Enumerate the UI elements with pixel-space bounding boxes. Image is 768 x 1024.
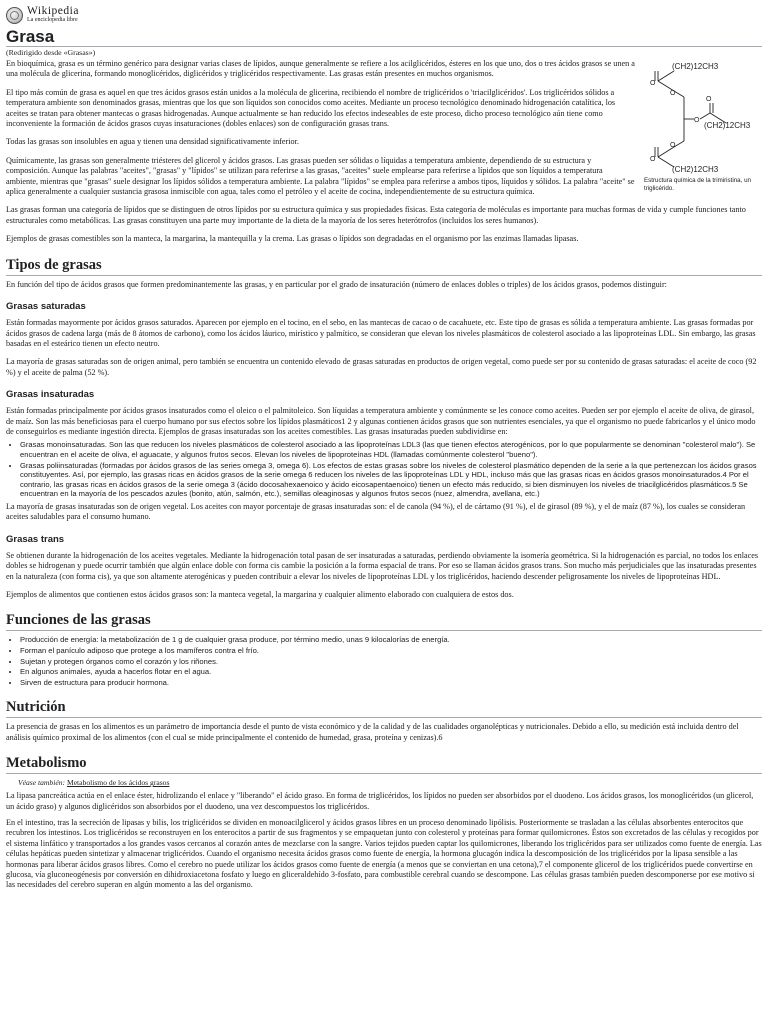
acyl-chain-label-3: (CH2)12CH3 (672, 165, 719, 174)
tipos-intro: En función del tipo de ácidos grasos que formen predominantemente las grasas, y en particular por el grado de insaturación (número de enlaces dobles o triples) de los ácidos grasos, podemos distinguir: (6, 279, 667, 289)
subsection-heading-insaturadas: Grasas insaturadas (6, 389, 95, 401)
list-item: • Producción de energía: la metabolización de 1 g de cualquier grasa produce, por término medio, unas 9 kilocalorías de energía. (20, 635, 762, 645)
saturadas-paragraph-2: La mayoría de grasas saturadas son de origen animal, pero también se encuentra un contenido elevado de grasas saturadas en productos de origen vegetal, como puede ser por su contenido de grasas saturadas: el aceite de coco (92 %) y el aceite de palma (52 %). (6, 357, 757, 377)
insaturadas-list (6, 440, 762, 499)
saturadas-paragraph-1: Están formadas mayormente por ácidos grasos saturados. Aparecen por ejemplo en el tocino, en el sebo, en las mantecas de cacao o de cacahuete, etc. Este tipo de grasas es sólida a temperatura ambiente. Las grasas formadas por ácidos grasos de cadena larga (más de 8 átomos de carbono), como los ácidos láurico, mirístico y palmítico, se consideran que elevan los niveles plasmáticos de colesterol asociado a las lipoproteínas LDL. Sin embargo, las grasas basadas en el esteárico tienen un efecto neutro. (6, 318, 756, 348)
metabolismo-paragraph-2: En el intestino, tras la secreción de lipasas y bilis, los triglicéridos se dividen en monoacilglicerol y ácidos grasos libres en un proceso denominado lipólisis. Posteriormente se trasladan a las células absorbentes enterocitos que recubren los intestinos. Los triglicéridos se reconstruyen en los enterocitos a partir de sus fragmentos y se empaquetan junto con colesterol y proteínas para formar quilomicrones. Éstos son excretados de las células y recogidos por el sistema linfático y transportados a los grandes vasos cercanos al corazón antes de mezclarse con la sangre. Varios tejidos pueden captar los quilomicrones, liberando los triglicéridos para ser utilizados como fuente de energía. Las células hepáticas pueden sintetizar y almacenar triglicéridos. Cuando el organismo necesita ácidos grasos como fuente de energía, la hormona glucagón indica la descomposición de los triglicéridos por la lipasa sensible a las hormonas para liberar ácidos grasos libres. Como el cerebro no puede utilizar los ácidos grasos como fuente de energía (a menos que se conviertan en una cetona),7 el componente glicerol de los triglicéridos puede convertirse en glucosa, vía gluconeogénesis por conversión en dihidroxiacetona fosfato y luego en gliceraldehído 3-fosfato, para combustible cerebral cuando se descompone. Las células grasas también pueden descomponerse por ese motivo si las necesidades del cerebro superan en algún momento a las del organismo. (6, 817, 762, 890)
oxygen-label: O (694, 117, 700, 124)
oxygen-label: O (670, 142, 676, 149)
list-item: • Sirven de estructura para producir hormona. (20, 678, 762, 688)
list-item: • Sujetan y protegen órganos como el corazón y los riñones. (20, 657, 762, 667)
see-also-link[interactable]: Metabolismo de los ácidos grasos (66, 778, 170, 788)
site-tagline: La enciclopedia libre (27, 17, 78, 23)
oxygen-label: O (650, 80, 656, 87)
insaturadas-paragraph: Están formadas principalmente por ácidos grasos insaturados como el oleico o el palmitoleico. Son líquidas a temperatura ambiente y comúnmente se les conoce como aceites. Pueden ser por ejemplo el aceite de oliva, de girasol, de maíz. Son las más beneficiosas para el cuerpo humano por sus efectos sobre los lípidos plasmáticos1 2 y algunas contienen ácidos grasos que son nutrientes esenciales, ya que el organismo no puede fabricarlos y el único modo de conseguirlos es mediante ingestión directa. Ejemplos de grasas insaturadas son los aceites comestibles. Las grasas insaturadas pueden subdividirse en: (6, 406, 756, 436)
acyl-chain-label-2: (CH2)12CH3 (704, 121, 751, 130)
intro-paragraph-5: Las grasas forman una categoría de lípidos que se distinguen de otros lípidos por su estructura química y sus propiedades físicas. Esta categoría de moléculas es importante para muchas formas de vida y cumple funciones tanto estructurales como metabólicas. Las grasas constituyen una parte muy importante de la dieta de la mayoría de los seres heterótrofos (incluidos los seres humanos). (6, 205, 746, 225)
insaturadas-after-paragraph: La mayoría de grasas insaturadas son de origen vegetal. Los aceites con mayor porcentaje de grasas insaturadas son: el de canola (94 %), el de cártamo (91 %), el de girasol (89 %), y el de maíz (87 %), los cuales se consideran aceites saludables para el consumo humano. (6, 501, 746, 522)
intro-paragraph-2: El tipo más común de grasa es aquel en que tres ácidos grasos están unidos a la molécula de glicerina, recibiendo el nombre de triglicéridos o 'triacilglicéridos'. Los triglicéridos sólidos a temperatura ambiente son denominados grasas, mientras que los que son líquidos son conocidos como aceites. Mediante un proceso tecnológico denominado hidrogenación catalítica, los aceites se tratan para obtener mantecas o grasas hidrogenadas. Aunque actualmente se han reducido los efectos indeseables de este proceso, dicho proceso tecnológico aún tiene como inconveniente la formación de ácidos grasos cuyas insaturaciones (dobles enlaces) son de configuración grasas trans. (6, 87, 616, 129)
acyl-chain-label-1: (CH2)12CH3 (672, 62, 719, 71)
figure-caption: Estructura química de la trimiristina, un triglicérido. (644, 177, 751, 192)
intro-paragraph-3: Todas las grasas son insolubles en agua y tienen una densidad significativamente inferior. (6, 137, 299, 147)
trimyristin-structure-diagram (644, 59, 762, 175)
redirect-notice: (Redirigido desde «Grasas») (6, 48, 96, 57)
list-item: • Grasas monoinsaturadas. Son las que reducen los niveles plasmáticos de colesterol asociado a las lipoproteínas LDL3 (las que tienen efectos aterogénicos, por lo que popularmente se denominan "colesterol malo"). Se encuentran en el aceite de oliva, el aguacate, y algunos frutos secos. Elevan los niveles de lipoproteínas HDL (llamadas comúnmente colesterol "bueno"). (20, 440, 762, 459)
nutricion-paragraph: La presencia de grasas en los alimentos es un parámetro de importancia desde el punto de vista económico y de la calidad y de las cualidades organolépticas y nutricionales. Debido a ello, su medición está incluida dentro del análisis químico proximal de los alimentos (con el cual se mide principalmente el contenido de humedad, grasa, proteína y cenizas).6 (6, 722, 739, 742)
list-item: • En algunos animales, ayuda a hacerlos flotar en el agua. (20, 667, 762, 677)
oxygen-label: O (670, 90, 676, 97)
page-title: Grasa (6, 27, 762, 47)
subsection-heading-saturadas: Grasas saturadas (6, 301, 86, 313)
list-item: • Forman el panículo adiposo que protege a los mamíferos contra el frío. (20, 646, 762, 656)
section-heading-metabolismo: Metabolismo (6, 755, 762, 774)
section-heading-funciones: Funciones de las grasas (6, 612, 762, 631)
trans-paragraph-2: Ejemplos de alimentos que contienen estos ácidos grasos son: la manteca vegetal, la margarina y cualquier alimento elaborado con cualquiera de estos dos. (6, 589, 514, 599)
section-heading-tipos: Tipos de grasas (6, 257, 762, 276)
see-also-label: Véase también: (18, 778, 66, 788)
intro-paragraph-1: En bioquímica, grasa es un término genérico para designar varias clases de lípidos, aunque generalmente se refiere a los acilglicéridos, ésteres en los que uno, dos o tres ácidos grasos se unen a una molécula de glicerina, formando monoglicéridos, diglicéridos y triglicéridos respectivamente. Las grasas están presentes en muchos organismos. (6, 59, 635, 79)
oxygen-label: O (706, 96, 712, 103)
oxygen-label: O (650, 156, 656, 163)
wikipedia-globe-icon (6, 7, 23, 24)
subsection-heading-trans: Grasas trans (6, 533, 65, 545)
intro-paragraph-6: Ejemplos de grasas comestibles son la manteca, la margarina, la mantequilla y la crema. Las grasas o lípidos son degradadas en el organismo por las enzimas llamadas lipasas. (6, 234, 579, 244)
trans-paragraph-1: Se obtienen durante la hidrogenación de los aceites vegetales. Mediante la hidrogenación total pasan de ser insaturadas a saturadas, perdiendo obviamente la isomería geométrica. Si la hidrogenación es parcial, no todos los enlaces dobles se hidrogenan y puede ocurrir también que algún enlace doble con forma cis cambie la posición a la forma espacial de trans. Por eso se llaman ácidos grasos trans. Son mucho más perjudiciales que las insaturadas presentes en la naturaleza (con forma cis), ya que son altamente aterogénicas y pueden contribuir a elevar los niveles de lipoproteínas LDL y los triglicéridos, haciendo descender peligrosamente los niveles de lipoproteínas HDL. (6, 550, 759, 581)
funciones-list (6, 635, 762, 687)
intro-paragraph-4: Químicamente, las grasas son generalmente triésteres del glicerol y ácidos grasos. Las grasas pueden ser sólidas o líquidas a temperatura ambiente, dependiendo de su estructura y composición. Aunque las palabras "aceites", "grasas" y "lípidos" se utilizan para referirse a las grasas, "aceites" suele emplearse para referirse a lípidos que son líquidos a temperatura ambiente, mientras que "grasas" suele designar los lípidos sólidos a temperatura ambiente. La palabra "lípidos" se emplea para referirse a ambos tipos, líquidos y sólidos. La palabra "aceite" se aplica generalmente a cualquier sustancia grasosa inmiscible con agua, tales como el petróleo y el aceite de cocina, independientemente de su estructura química. (6, 155, 635, 197)
section-heading-nutricion: Nutrición (6, 699, 762, 718)
metabolismo-paragraph-1: La lipasa pancreática actúa en el enlace éster, hidrolizando el enlace y "liberando" el ácido graso. En forma de triglicéridos, los lípidos no pueden ser absorbidos por el duodeno. Los ácidos grasos, los monoglicéridos (un glicerol, un ácido graso) y algunos diglicéridos son absorbidos por el duodeno, una vez descompuestos los triglicéridos. (6, 791, 754, 811)
site-name: Wikipedia (27, 5, 79, 17)
trimyristin-figure (644, 59, 762, 193)
see-also-note (18, 778, 762, 787)
list-item: • Grasas poliinsaturadas (formadas por ácidos grasos de las series omega 3, omega 6). Los efectos de estas grasas sobre los niveles de colesterol plasmático dependen de la serie a la que pertenezcan los ácidos grasos constituyentes. Así, por ejemplo, las grasas ricas en ácidos grasos de la serie omega 6 reducen los niveles de las lipoproteínas LDL y HDL, incluso más que las grasas ricas en ácidos grasos monoinsaturados.4 Por el contrario, las grasas ricas en ácidos grasos de la serie omega 3 (ácido docosahexaenoico y ácido eicosapentaenoico) tienen un efecto más reducido, si bien disminuyen los niveles de triacilglicéridos plasmáticos.5 Se encuentran en la mayoría de los pescados azules (bonito, atún, salmón, etc.), semillas oleaginosas y algunos frutos secos (nuez, almendra, avellana, etc.) (20, 461, 762, 499)
wikipedia-logo[interactable] (6, 5, 762, 25)
